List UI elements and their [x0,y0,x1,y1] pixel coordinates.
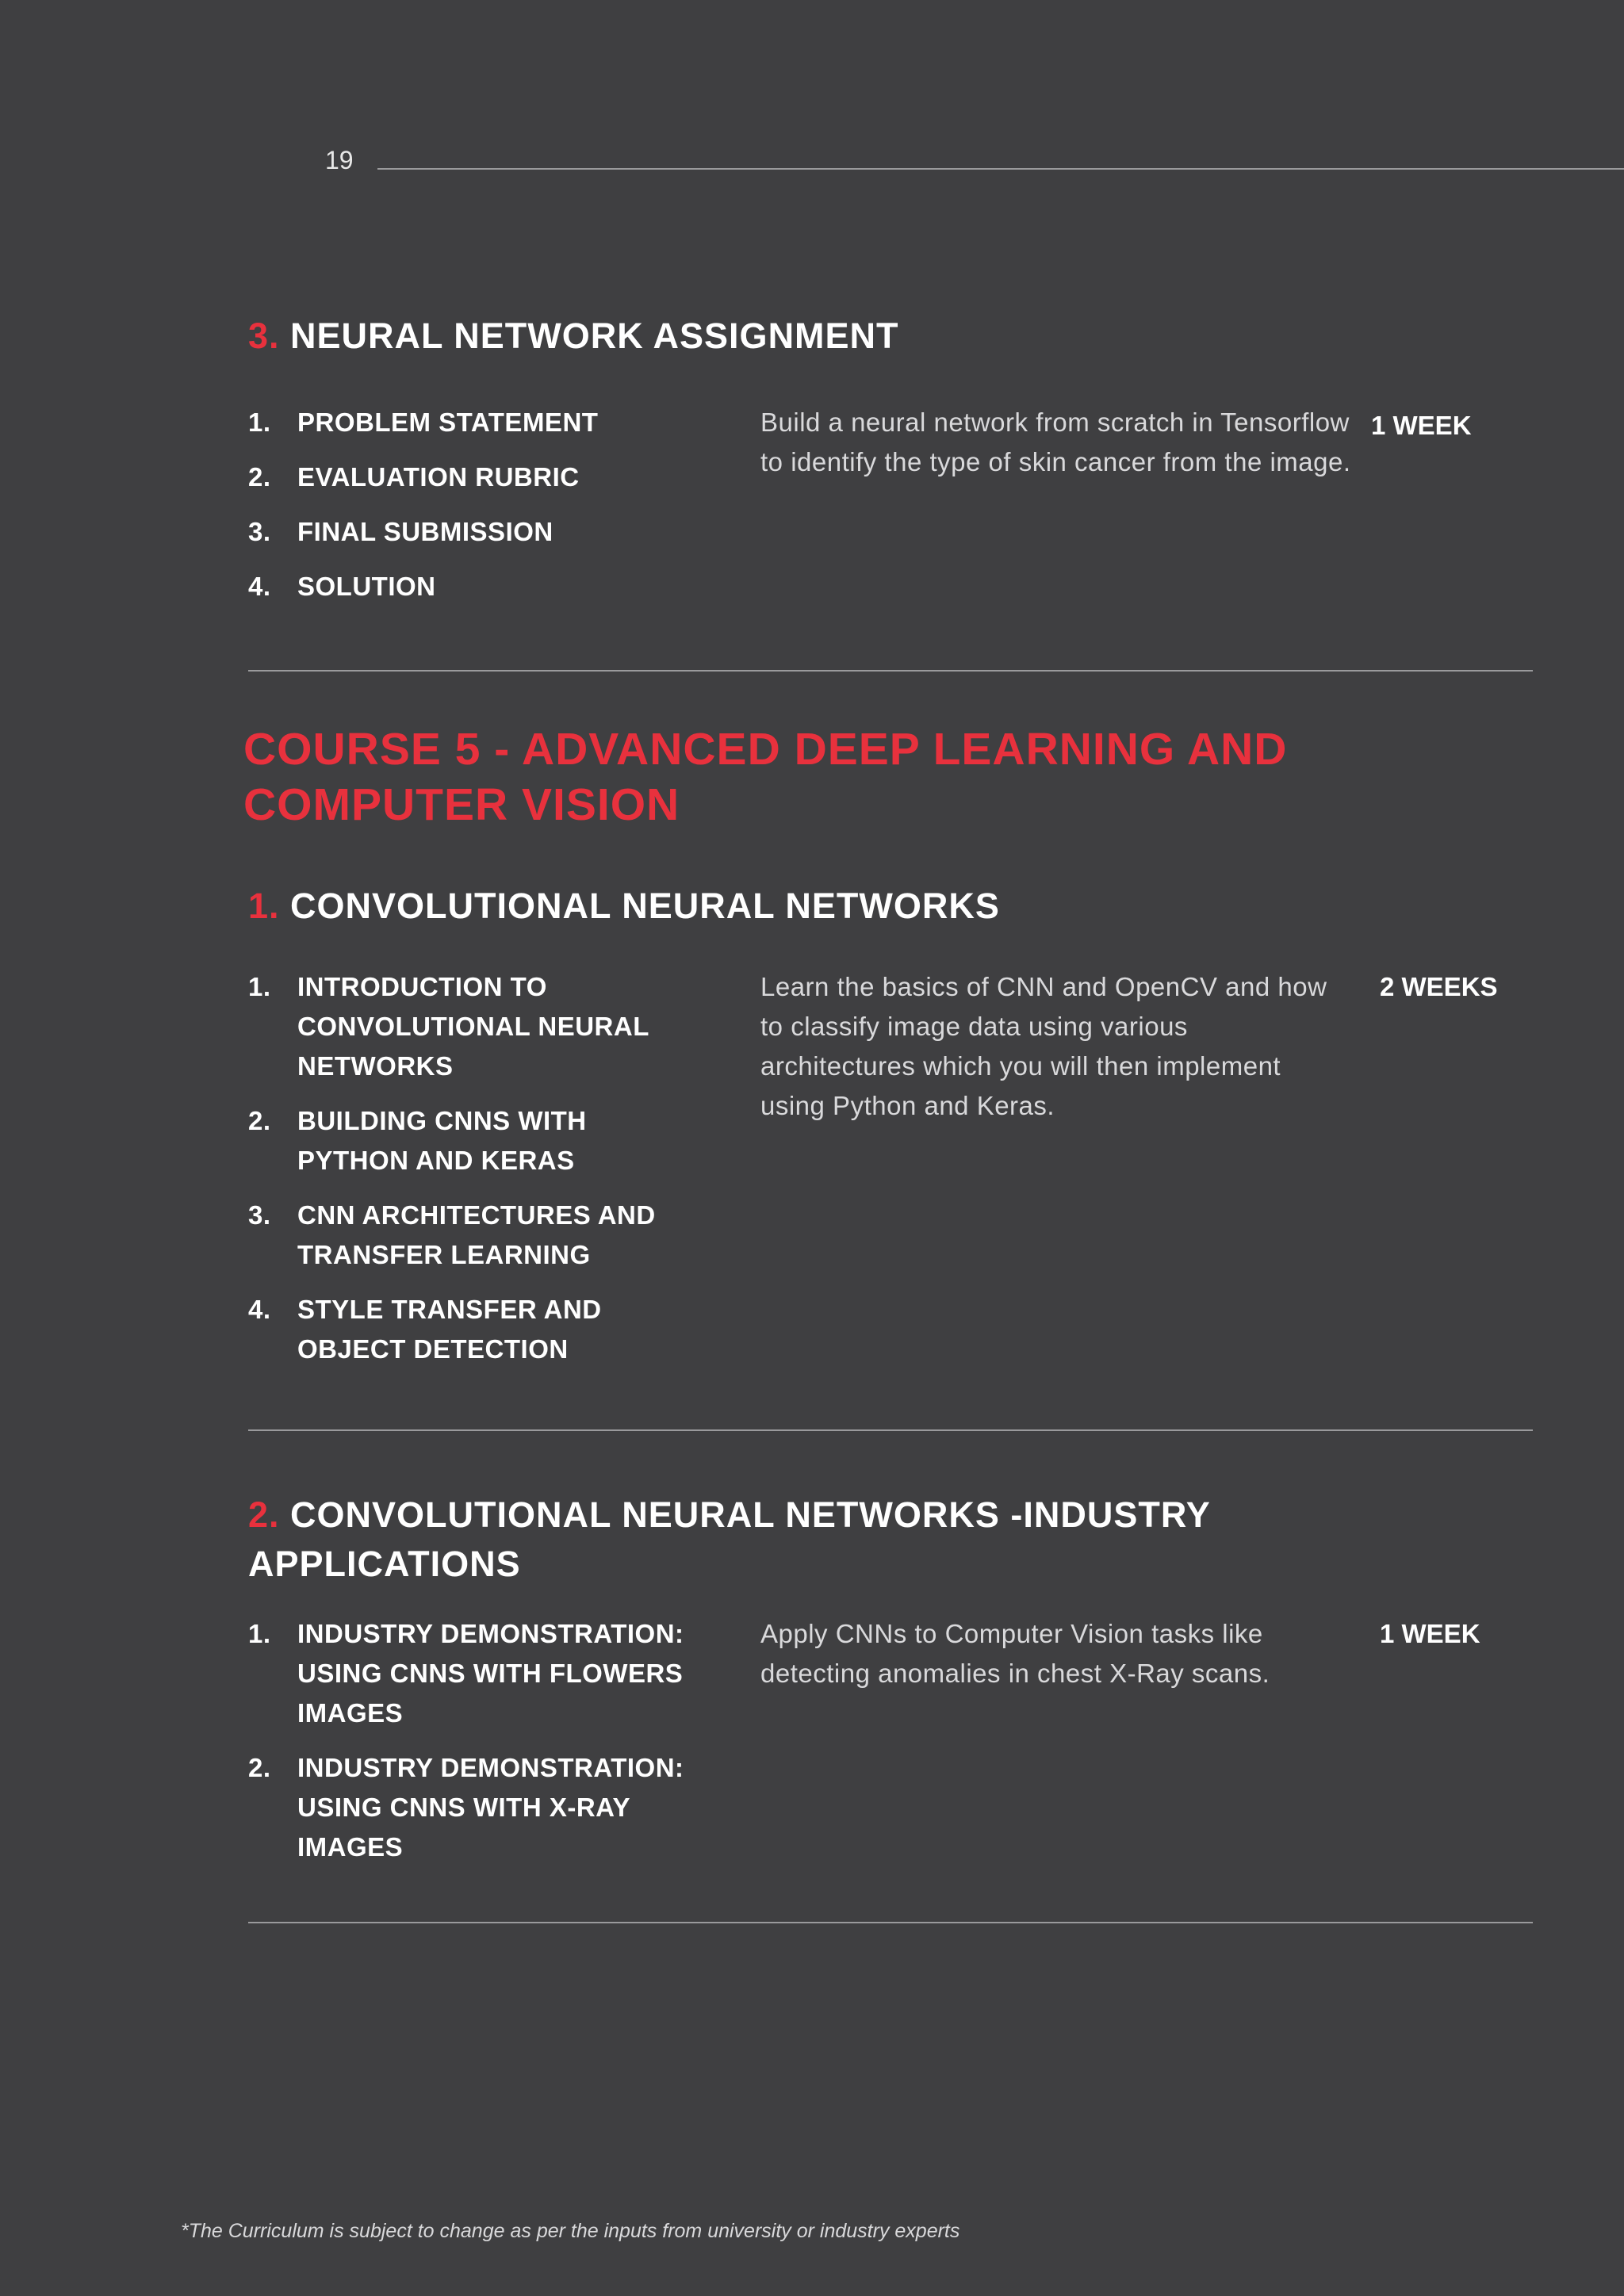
list-item: 2. INDUSTRY DEMONSTRATION: USING CNNS WITH X-RAY IMAGES [248,1753,684,1862]
section-divider [248,1429,1533,1431]
topic-list [248,403,661,622]
section-divider [248,670,1533,672]
list-item: 2. BUILDING CNNS WITH PYTHON AND KERAS [248,1106,587,1175]
list-item: 1. INDUSTRY DEMONSTRATION: USING CNNS WITH FLOWERS IMAGES [248,1619,684,1728]
section-heading [248,882,1000,931]
list-item: 4. STYLE TRANSFER AND OBJECT DETECTION [248,1295,602,1364]
section-description: Apply CNNs to Computer Vision tasks like detecting anomalies in chest X-Ray scans. [760,1619,1270,1688]
list-item: 3. FINAL SUBMISSION [248,517,553,546]
section-duration: 1 WEEK [1371,411,1472,440]
section-heading [248,1490,1398,1589]
topic-list [248,1614,708,1882]
section-heading [248,312,899,361]
section-duration: 1 WEEK [1380,1619,1480,1648]
section-number: 3. [248,316,280,356]
page-number: 19 [325,146,354,174]
section-number: 1. [248,886,280,926]
section-title: CONVOLUTIONAL NEURAL NETWORKS -INDUSTRY APPLICATIONS [248,1494,1210,1584]
topic-list [248,967,692,1384]
section-title: NEURAL NETWORK ASSIGNMENT [290,316,899,356]
footnote: *The Curriculum is subject to change as per the inputs from university or industry experts [181,2220,960,2242]
section-number: 2. [248,1494,280,1535]
course-title: COURSE 5 - ADVANCED DEEP LEARNING AND COMPUTER VISION [243,724,1288,830]
header-divider [377,168,1624,170]
list-item: 2. EVALUATION RUBRIC [248,462,580,492]
section-description: Build a neural network from scratch in Tensorflow to identify the type of skin cancer from the image. [760,408,1351,476]
section-duration: 2 WEEKS [1380,972,1498,1001]
section-title: CONVOLUTIONAL NEURAL NETWORKS [290,886,1000,926]
list-item: 1. INTRODUCTION TO CONVOLUTIONAL NEURAL NETWORKS [248,972,649,1081]
list-item: 1. PROBLEM STATEMENT [248,408,599,437]
section-divider [248,1922,1533,1923]
list-item: 4. SOLUTION [248,572,436,601]
section-description: Learn the basics of CNN and OpenCV and how to classify image data using various architectures which you will then implement using Python and Keras. [760,972,1327,1120]
list-item: 3. CNN ARCHITECTURES AND TRANSFER LEARNING [248,1200,656,1269]
